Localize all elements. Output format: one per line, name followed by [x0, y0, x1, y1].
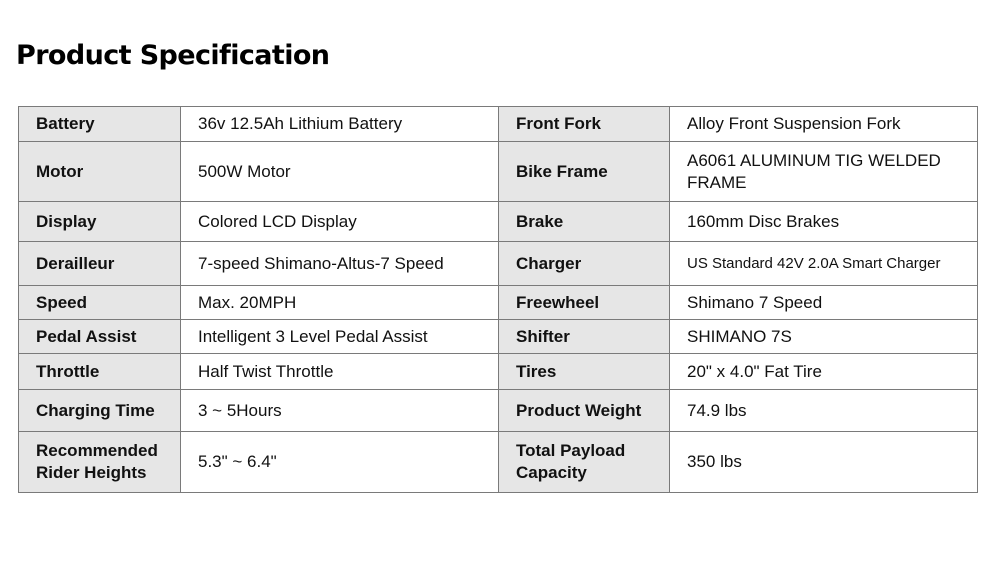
spec-label: Display — [19, 202, 181, 242]
spec-label: Pedal Assist — [19, 320, 181, 354]
spec-label: Front Fork — [499, 107, 670, 142]
table-row — [19, 142, 978, 202]
spec-value: 20" x 4.0" Fat Tire — [670, 354, 978, 390]
spec-label: Brake — [499, 202, 670, 242]
spec-value: Colored LCD Display — [181, 202, 499, 242]
table-row — [19, 432, 978, 493]
spec-label: Charging Time — [19, 390, 181, 432]
spec-label: Charger — [499, 242, 670, 286]
table-row — [19, 390, 978, 432]
spec-value: 350 lbs — [670, 432, 978, 493]
spec-value: Intelligent 3 Level Pedal Assist — [181, 320, 499, 354]
spec-label: Throttle — [19, 354, 181, 390]
spec-label: Tires — [499, 354, 670, 390]
spec-label: Motor — [19, 142, 181, 202]
table-row — [19, 242, 978, 286]
spec-value: 74.9 lbs — [670, 390, 978, 432]
spec-value: A6061 ALUMINUM TIG WELDED FRAME — [670, 142, 978, 202]
spec-value: US Standard 42V 2.0A Smart Charger — [670, 242, 978, 286]
table-row — [19, 107, 978, 142]
spec-value: Alloy Front Suspension Fork — [670, 107, 978, 142]
spec-label: Shifter — [499, 320, 670, 354]
spec-value: 500W Motor — [181, 142, 499, 202]
spec-value: 7-speed Shimano-Altus-7 Speed — [181, 242, 499, 286]
spec-label: Total Payload Capacity — [499, 432, 670, 493]
spec-value: 3 ~ 5Hours — [181, 390, 499, 432]
spec-value: Max. 20MPH — [181, 286, 499, 320]
spec-label: Bike Frame — [499, 142, 670, 202]
page-title: Product Specification — [16, 40, 330, 71]
spec-value: 5.3" ~ 6.4" — [181, 432, 499, 493]
spec-value: 160mm Disc Brakes — [670, 202, 978, 242]
spec-value: Half Twist Throttle — [181, 354, 499, 390]
table-row — [19, 320, 978, 354]
spec-value: SHIMANO 7S — [670, 320, 978, 354]
table-row — [19, 354, 978, 390]
spec-label: Recommended Rider Heights — [19, 432, 181, 493]
table-row — [19, 202, 978, 242]
spec-label: Derailleur — [19, 242, 181, 286]
spec-label: Battery — [19, 107, 181, 142]
spec-label: Speed — [19, 286, 181, 320]
spec-table — [18, 106, 978, 493]
spec-value: Shimano 7 Speed — [670, 286, 978, 320]
spec-value: 36v 12.5Ah Lithium Battery — [181, 107, 499, 142]
spec-label: Product Weight — [499, 390, 670, 432]
spec-label: Freewheel — [499, 286, 670, 320]
table-row — [19, 286, 978, 320]
